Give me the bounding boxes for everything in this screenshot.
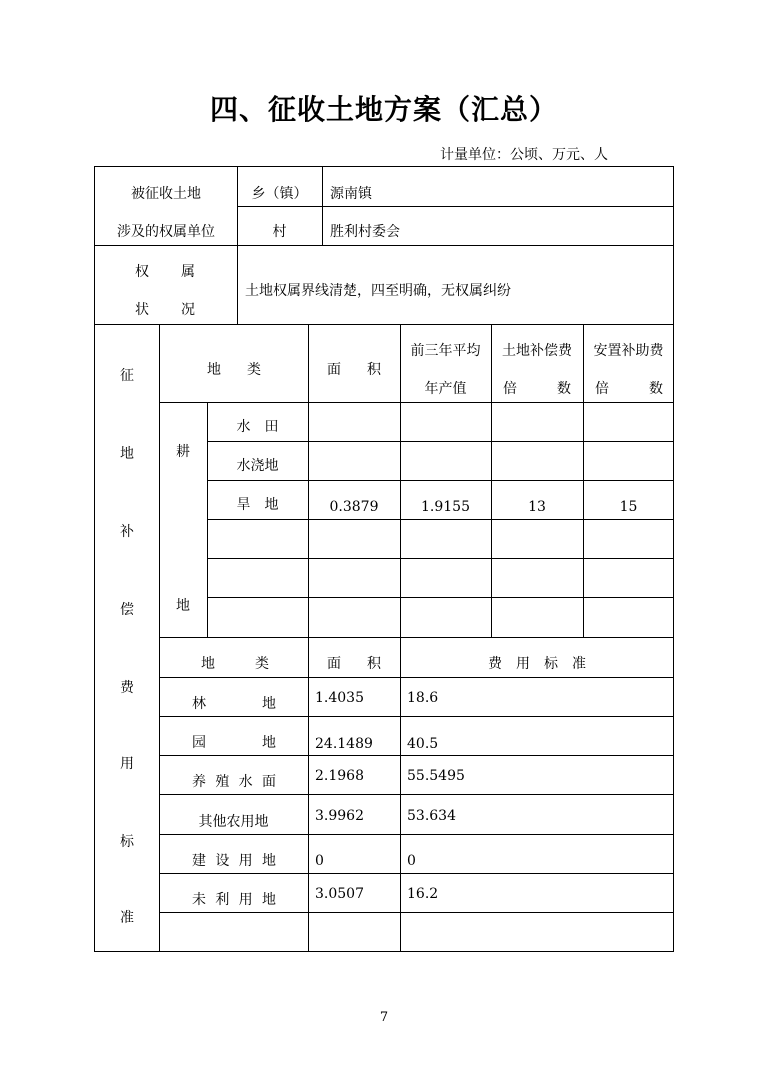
other-land-row-name: 园 地	[192, 735, 276, 751]
township-label: 乡（镇）	[251, 186, 308, 202]
cultivated-row-name: 水 田	[236, 419, 279, 435]
cultivated-row-name: 旱 地	[236, 497, 279, 513]
col-header-compensation-2: 倍 数	[503, 381, 571, 397]
cultivated-group-label: 耕	[176, 444, 190, 460]
ownership-status-text: 土地权属界线清楚，四至明确，无权属纠纷	[245, 283, 511, 299]
other-land-row-standard: 18.6	[407, 690, 439, 706]
col-header-resettlement-1: 安置补助费	[593, 343, 664, 359]
col-header-area-2: 面 积	[327, 656, 381, 672]
cultivated-row-resettlement: 15	[619, 499, 638, 515]
other-land-row-area: 0	[315, 853, 324, 869]
section-label-char: 标	[120, 834, 134, 850]
village-label: 村	[272, 224, 287, 240]
land-table	[94, 166, 674, 952]
other-land-row-standard: 55.5495	[407, 768, 465, 784]
cultivated-row-compensation: 13	[528, 499, 546, 515]
section-label-char: 地	[120, 446, 134, 462]
col-header-avg-output-2: 年产值	[424, 381, 467, 397]
col-header-standard: 费 用 标 准	[488, 656, 586, 672]
cultivated-row-area: 0.3879	[329, 499, 379, 515]
col-header-compensation-1: 土地补偿费	[502, 343, 572, 359]
cultivated-row-name: 水浇地	[236, 458, 279, 474]
section-label-char: 偿	[120, 602, 134, 618]
cultivated-row-avg-output: 1.9155	[421, 499, 470, 515]
ownership-label-char: 状	[135, 302, 149, 318]
col-header-resettlement-2: 倍 数	[595, 381, 663, 397]
other-land-row-name: 建 设 用 地	[192, 853, 276, 869]
unit-label: 计量单位：公顷、万元、人	[440, 147, 608, 163]
other-land-row-area: 3.9962	[315, 808, 364, 824]
other-land-row-standard: 0	[407, 853, 416, 869]
section-label-char: 费	[120, 680, 134, 696]
section-label-char: 补	[120, 524, 134, 540]
ownership-label-char: 属	[181, 264, 195, 280]
col-header-avg-output-1: 前三年平均	[410, 343, 481, 359]
township-value: 源南镇	[330, 186, 372, 202]
section-label-char: 用	[120, 756, 134, 772]
col-header-land-type: 地 类	[207, 362, 261, 378]
village-value: 胜利村委会	[330, 224, 400, 240]
page-title: 四、征收土地方案（汇总）	[209, 93, 558, 126]
page-number: 7	[379, 1010, 389, 1025]
col-header-area: 面 积	[327, 362, 381, 378]
other-land-row-standard: 40.5	[407, 736, 439, 752]
other-land-row-name: 未 利 用 地	[192, 892, 276, 908]
affected-land-label: 被征收土地	[131, 186, 201, 202]
ownership-label-char: 权	[135, 264, 149, 280]
section-label-char: 征	[120, 368, 134, 384]
ownership-unit-label: 涉及的权属单位	[117, 224, 215, 240]
section-label-char: 准	[120, 910, 134, 926]
other-land-row-name: 林 地	[192, 696, 276, 712]
other-land-row-area: 2.1968	[315, 768, 364, 784]
other-land-row-name: 养 殖 水 面	[192, 774, 276, 790]
other-land-row-standard: 53.634	[407, 808, 456, 824]
ownership-label-char: 况	[181, 302, 195, 318]
other-land-row-area: 3.0507	[315, 886, 364, 902]
col-header-land-type-2: 地 类	[201, 656, 269, 672]
other-land-row-name: 其他农用地	[198, 814, 269, 830]
cultivated-group-label: 地	[176, 598, 190, 614]
other-land-row-area: 24.1489	[315, 736, 373, 752]
other-land-row-standard: 16.2	[407, 886, 439, 902]
other-land-row-area: 1.4035	[315, 690, 364, 706]
